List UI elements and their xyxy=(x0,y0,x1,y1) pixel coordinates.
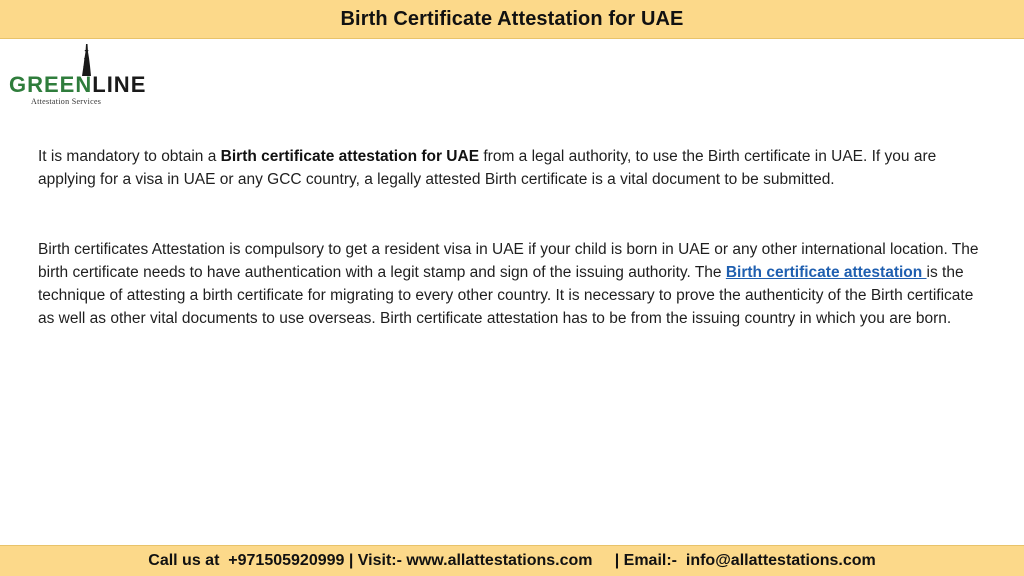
footer-band xyxy=(0,545,1024,576)
details-text-start: Birth certificates Attestation is compulsory to get a resident visa in UAE if your child is born in UAE or any other international location. The birth certificate needs to have authentication with a legit stamp and sign of the issuing authority. The xyxy=(38,241,979,281)
page-title: Birth Certificate Attestation for UAE xyxy=(340,7,684,30)
logo-black-text: LINE xyxy=(92,72,147,97)
intro-bold-phrase: Birth certificate attestation for UAE xyxy=(220,148,480,165)
header-band xyxy=(0,0,1024,39)
logo-green-text: GREEN xyxy=(9,72,93,97)
paragraph-details xyxy=(38,238,988,330)
intro-text-end: from a legal authority, to use the Birth certificate in UAE. If you are applying for a visa in UAE or any GCC country, a legally attested Birth certificate is a vital document to be submitted. xyxy=(38,148,937,188)
logo-wordmark xyxy=(9,74,146,96)
intro-text-start: It is mandatory to obtain a xyxy=(38,148,221,165)
main-content xyxy=(38,145,988,330)
greenline-logo xyxy=(9,44,147,106)
contact-info: Call us at +971505920999 | Visit:- www.allattestations.com | Email:- info@allattestations.com xyxy=(148,552,876,569)
paragraph-intro xyxy=(38,145,988,191)
birth-certificate-attestation-link[interactable]: Birth certificate attestation xyxy=(725,264,927,281)
logo-tagline: Attestation Services xyxy=(31,97,102,106)
details-text-end: is the technique of attesting a birth certificate for migrating to every other country. It is necessary to prove the authenticity of the Birth certificate as well as other vital documents to use overseas. Birth certificate attestation has to be from the issuing country in which you are born. xyxy=(38,264,974,327)
